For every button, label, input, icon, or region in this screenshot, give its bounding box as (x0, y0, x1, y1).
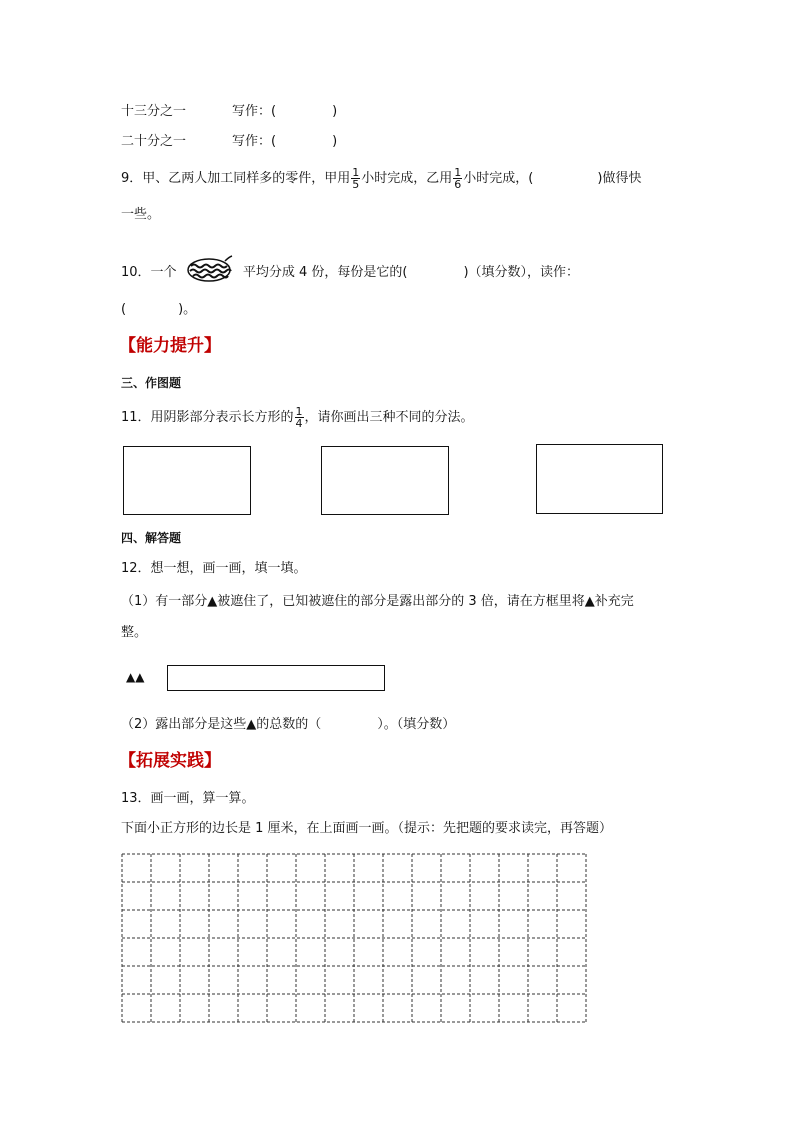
heading-answer: 四、解答题 (121, 531, 182, 545)
q10-text-1: 10．一个 (121, 265, 177, 280)
thirteenth-answer (232, 103, 337, 121)
paren-close: ) (332, 134, 338, 149)
q12-sub2 (121, 716, 455, 734)
paren-close: )。 (178, 302, 197, 317)
dashed-grid[interactable] (121, 853, 587, 1023)
question-9 (121, 166, 641, 192)
q13-title: 13．画一画，算一算。 (121, 791, 255, 806)
q9-text-1: 9．甲、乙两人加工同样多的零件，甲用 (121, 171, 351, 186)
thirteenth-label: 十三分之一 (121, 104, 187, 119)
section-title-expand: 【拓展实践】 (119, 751, 221, 771)
watermelon-icon (185, 254, 235, 291)
frac-numerator: 1 (352, 166, 360, 179)
frac-denominator: 4 (295, 417, 303, 430)
frac-numerator: 1 (295, 405, 303, 418)
frac-numerator: 1 (454, 166, 462, 179)
write-label: 写作：( (232, 134, 277, 149)
rectangle-3[interactable] (536, 444, 663, 514)
fraction-one-sixth (453, 167, 462, 190)
q11-text-1: 11．用阴影部分表示长方形的 (121, 410, 294, 425)
triangle-answer-box[interactable] (167, 665, 385, 691)
q12-sub1-line2: 整。 (121, 625, 148, 640)
q10-text-2: 平均分成 4 份，每份是它的( (242, 265, 408, 280)
frac-denominator: 5 (352, 178, 360, 191)
q9-text-4: )做得快 (597, 171, 642, 186)
twentieth-answer (232, 133, 337, 151)
write-label: 写作：( (232, 104, 277, 119)
rectangle-2[interactable] (321, 446, 449, 515)
question-11 (121, 405, 474, 431)
q10-line-2 (121, 301, 196, 319)
q12-title: 12．想一想，画一画，填一填。 (121, 561, 307, 576)
twentieth-line (121, 133, 186, 151)
q13-description: 下面小正方形的边长是 1 厘米，在上面画一画。（提示：先把题的要求读完，再答题） (121, 821, 613, 836)
fraction-one-quarter (295, 406, 304, 429)
paren-open: ( (121, 302, 127, 317)
heading-drawing: 三、作图题 (121, 376, 182, 390)
frac-denominator: 6 (454, 178, 462, 191)
q12-sub2-text-1: （2）露出部分是这些▲的总数的（ (121, 717, 322, 732)
q12-sub1-line1: （1）有一部分▲被遮住了，已知被遮住的部分是露出部分的 3 倍，请在方框里将▲补充完 (121, 594, 634, 609)
question-10 (121, 254, 579, 291)
section-title-ability: 【能力提升】 (119, 336, 221, 356)
thirteenth-line (121, 103, 186, 121)
twentieth-label: 二十分之一 (121, 134, 187, 149)
q9-text-2: 小时完成，乙用 (361, 171, 453, 186)
rectangle-1[interactable] (123, 446, 251, 515)
q9-line-2: 一些。 (121, 207, 161, 222)
fraction-one-fifth (351, 167, 360, 190)
paren-close: ) (332, 104, 338, 119)
q10-text-3: )（填分数），读作： (463, 265, 580, 280)
q12-sub2-text-2: ）。（填分数） (377, 717, 456, 732)
q9-text-3: 小时完成，( (463, 171, 534, 186)
visible-triangles: ▲▲ (126, 670, 145, 684)
q11-text-2: ，请你画出三种不同的分法。 (304, 410, 474, 425)
